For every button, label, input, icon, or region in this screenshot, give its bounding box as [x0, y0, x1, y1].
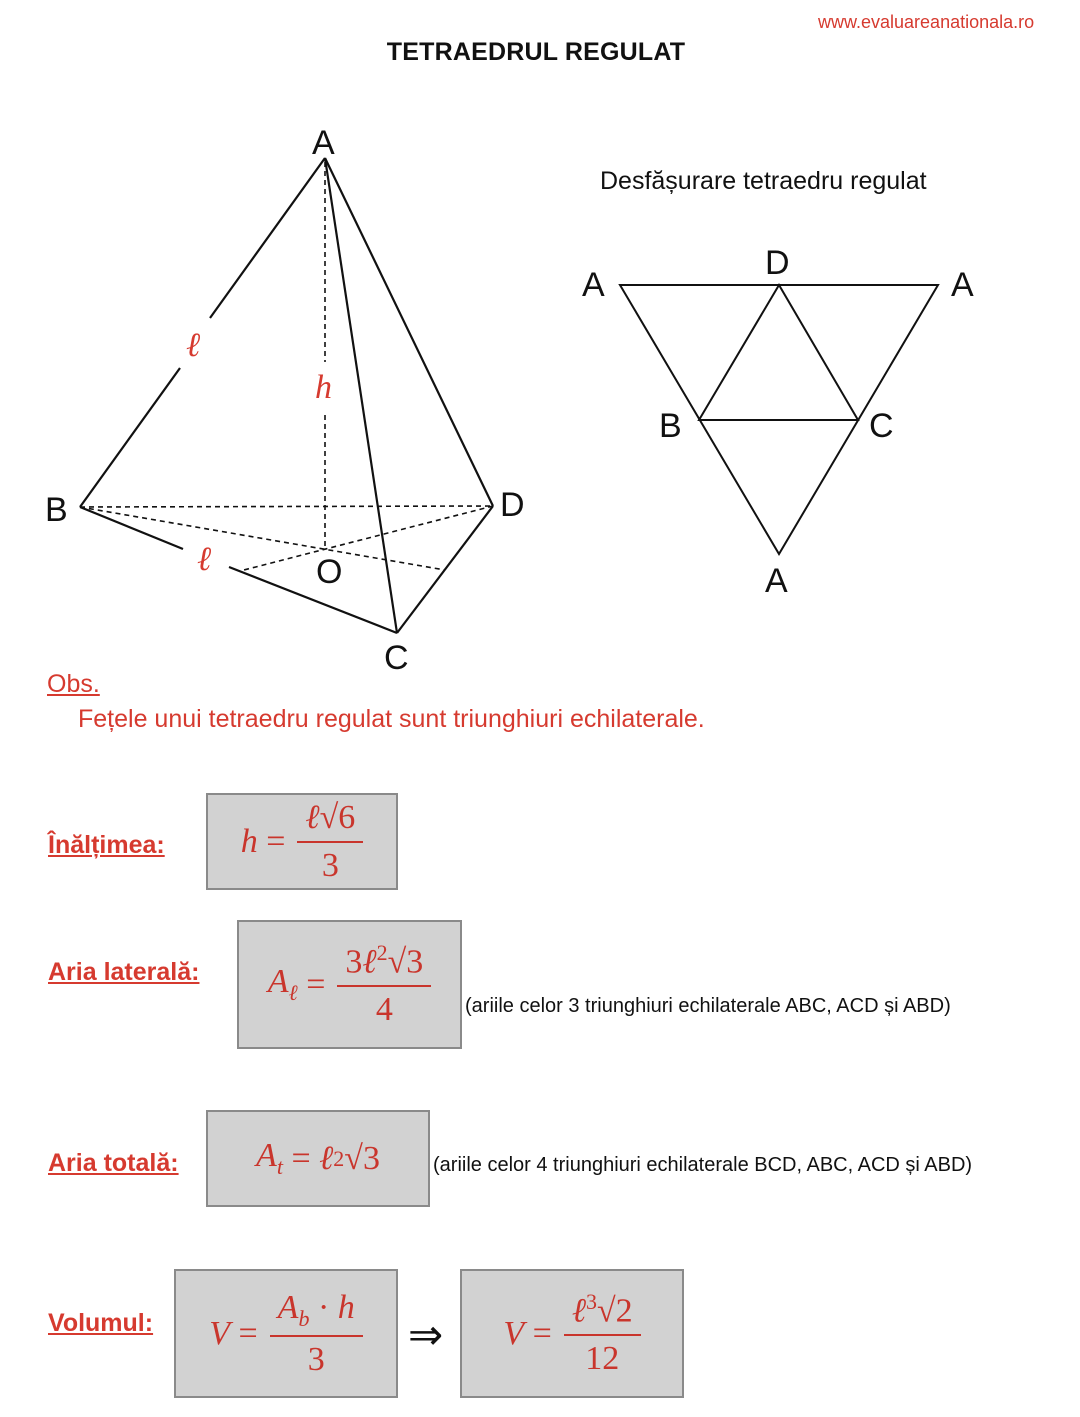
edge-bd-dashed: [80, 506, 493, 507]
net-label-b: B: [659, 407, 682, 445]
height-label: h: [315, 369, 332, 406]
net-title: Desfășurare tetraedru regulat: [600, 167, 927, 195]
median-b-dashed: [80, 507, 445, 570]
total-area-formula-box: $A_t$ = ℓ 2 √3: [206, 1110, 430, 1207]
net-label-c: C: [869, 407, 894, 445]
implies-arrow: ⇒: [408, 1310, 444, 1359]
obs-heading: Obs.: [47, 670, 100, 698]
volume-formula-box: V = $\frac{A_b \cdot h}{3}$: [174, 1269, 398, 1398]
edge-bc-left: [80, 507, 183, 549]
page-title: TETRAEDRUL REGULAT: [386, 38, 686, 66]
tetrahedron-net: [560, 230, 1000, 610]
edge-length-label-bc: ℓ: [197, 541, 212, 578]
volume-result-box: V = $\frac{\ell^3√2}{12}$: [460, 1269, 684, 1398]
lateral-area-formula-box: $A_\ell$ = $\frac{3\ell^2√3}{4}$: [237, 920, 462, 1049]
edge-ab-upper: [210, 158, 325, 318]
net-label-d: D: [765, 244, 790, 282]
vertex-d-label: D: [500, 486, 525, 524]
net-label-a-right: A: [951, 266, 974, 304]
vertex-a-label: A: [312, 124, 335, 162]
edge-bc-right: [229, 567, 397, 633]
median-d-dashed: [240, 506, 493, 571]
net-inner-triangle: [699, 285, 858, 420]
net-label-a-bottom: A: [765, 562, 788, 600]
obs-text: Fețele unui tetraedru regulat sunt triunghiuri echilaterale.: [78, 705, 705, 733]
tetrahedron-figure: [0, 0, 560, 680]
vertex-c-label: C: [384, 639, 409, 677]
volume-heading: Volumul:: [48, 1309, 154, 1337]
lateral-area-heading: Aria laterală:: [48, 958, 200, 986]
lateral-area-note: (ariile celor 3 triunghiuri echilaterale ABC, ACD și ABD): [465, 995, 951, 1017]
center-o-label: O: [316, 553, 343, 591]
vertex-b-label: B: [45, 491, 68, 529]
height-formula-box: h = $\frac{\text{ℓ√6}}{3}$: [206, 793, 398, 890]
edge-length-label-ab: ℓ: [186, 327, 201, 364]
net-label-a-left: A: [582, 266, 605, 304]
total-area-note: (ariile celor 4 triunghiuri echilaterale BCD, ABC, ACD și ABD): [433, 1154, 973, 1176]
edge-ab-lower: [80, 368, 180, 507]
edge-ad: [325, 158, 493, 506]
website-url[interactable]: www.evaluareanationala.ro: [818, 12, 1035, 32]
total-area-heading: Aria totală:: [48, 1149, 179, 1177]
height-label-heading: Înălțimea:: [48, 831, 165, 859]
